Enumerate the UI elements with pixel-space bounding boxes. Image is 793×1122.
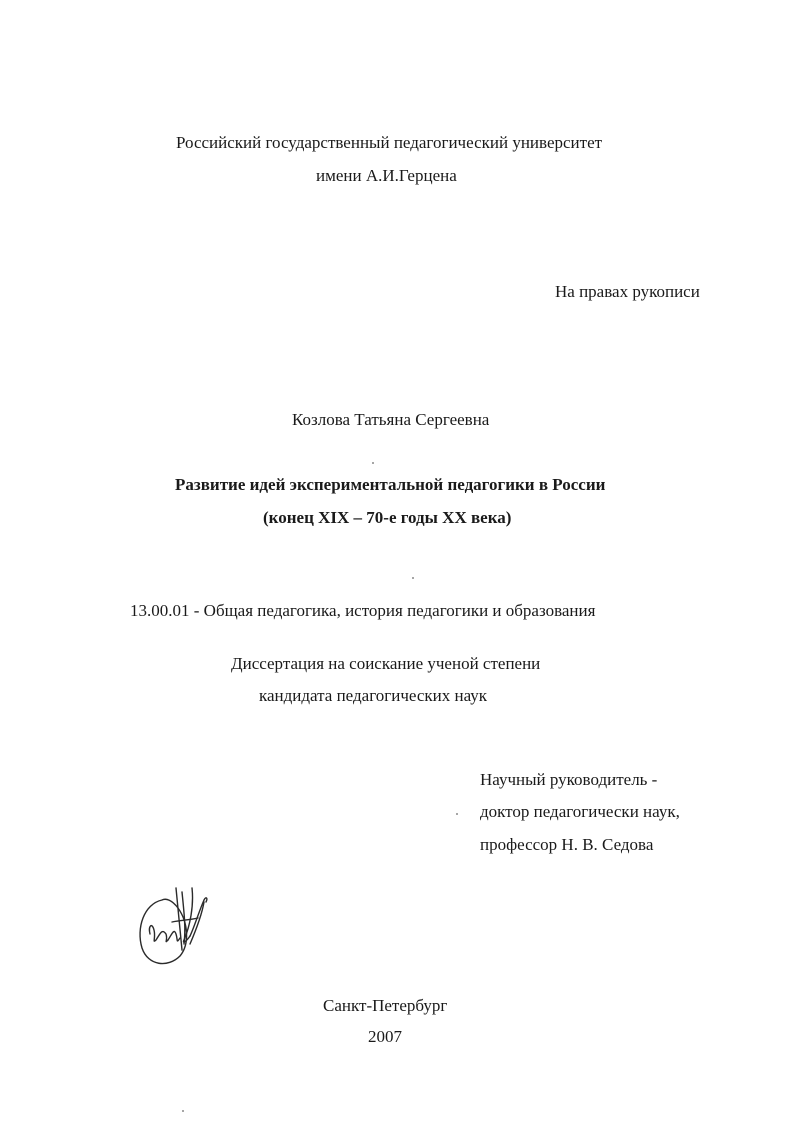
manuscript-note: На правах рукописи	[555, 282, 700, 301]
supervisor-name: профессор Н. В. Седова	[480, 835, 654, 854]
dissertation-title-line-2: (конец XIX – 70-е годы XX века)	[263, 508, 512, 527]
institution-line-1: Российский государственный педагогический университет	[176, 133, 603, 152]
year: 2007	[368, 1027, 402, 1046]
institution-line-2: имени А.И.Герцена	[316, 166, 457, 185]
handwritten-signature	[132, 878, 222, 974]
specialty-code: 13.00.01 - Общая педагогика, история педагогики и образования	[130, 601, 596, 620]
scan-speck	[372, 462, 374, 464]
city: Санкт-Петербург	[323, 996, 448, 1015]
scan-speck	[456, 813, 458, 815]
degree-line-1: Диссертация на соискание ученой степени	[231, 654, 541, 673]
supervisor-label: Научный руководитель -	[480, 770, 658, 789]
degree-line-2: кандидата педагогических наук	[259, 686, 488, 705]
supervisor-degree: доктор педагогически наук,	[480, 802, 680, 821]
scan-speck	[412, 577, 414, 579]
dissertation-title-line-1: Развитие идей экспериментальной педагогики в России	[175, 475, 606, 494]
author-name: Козлова Татьяна Сергеевна	[292, 410, 490, 429]
scan-speck	[182, 1110, 184, 1112]
